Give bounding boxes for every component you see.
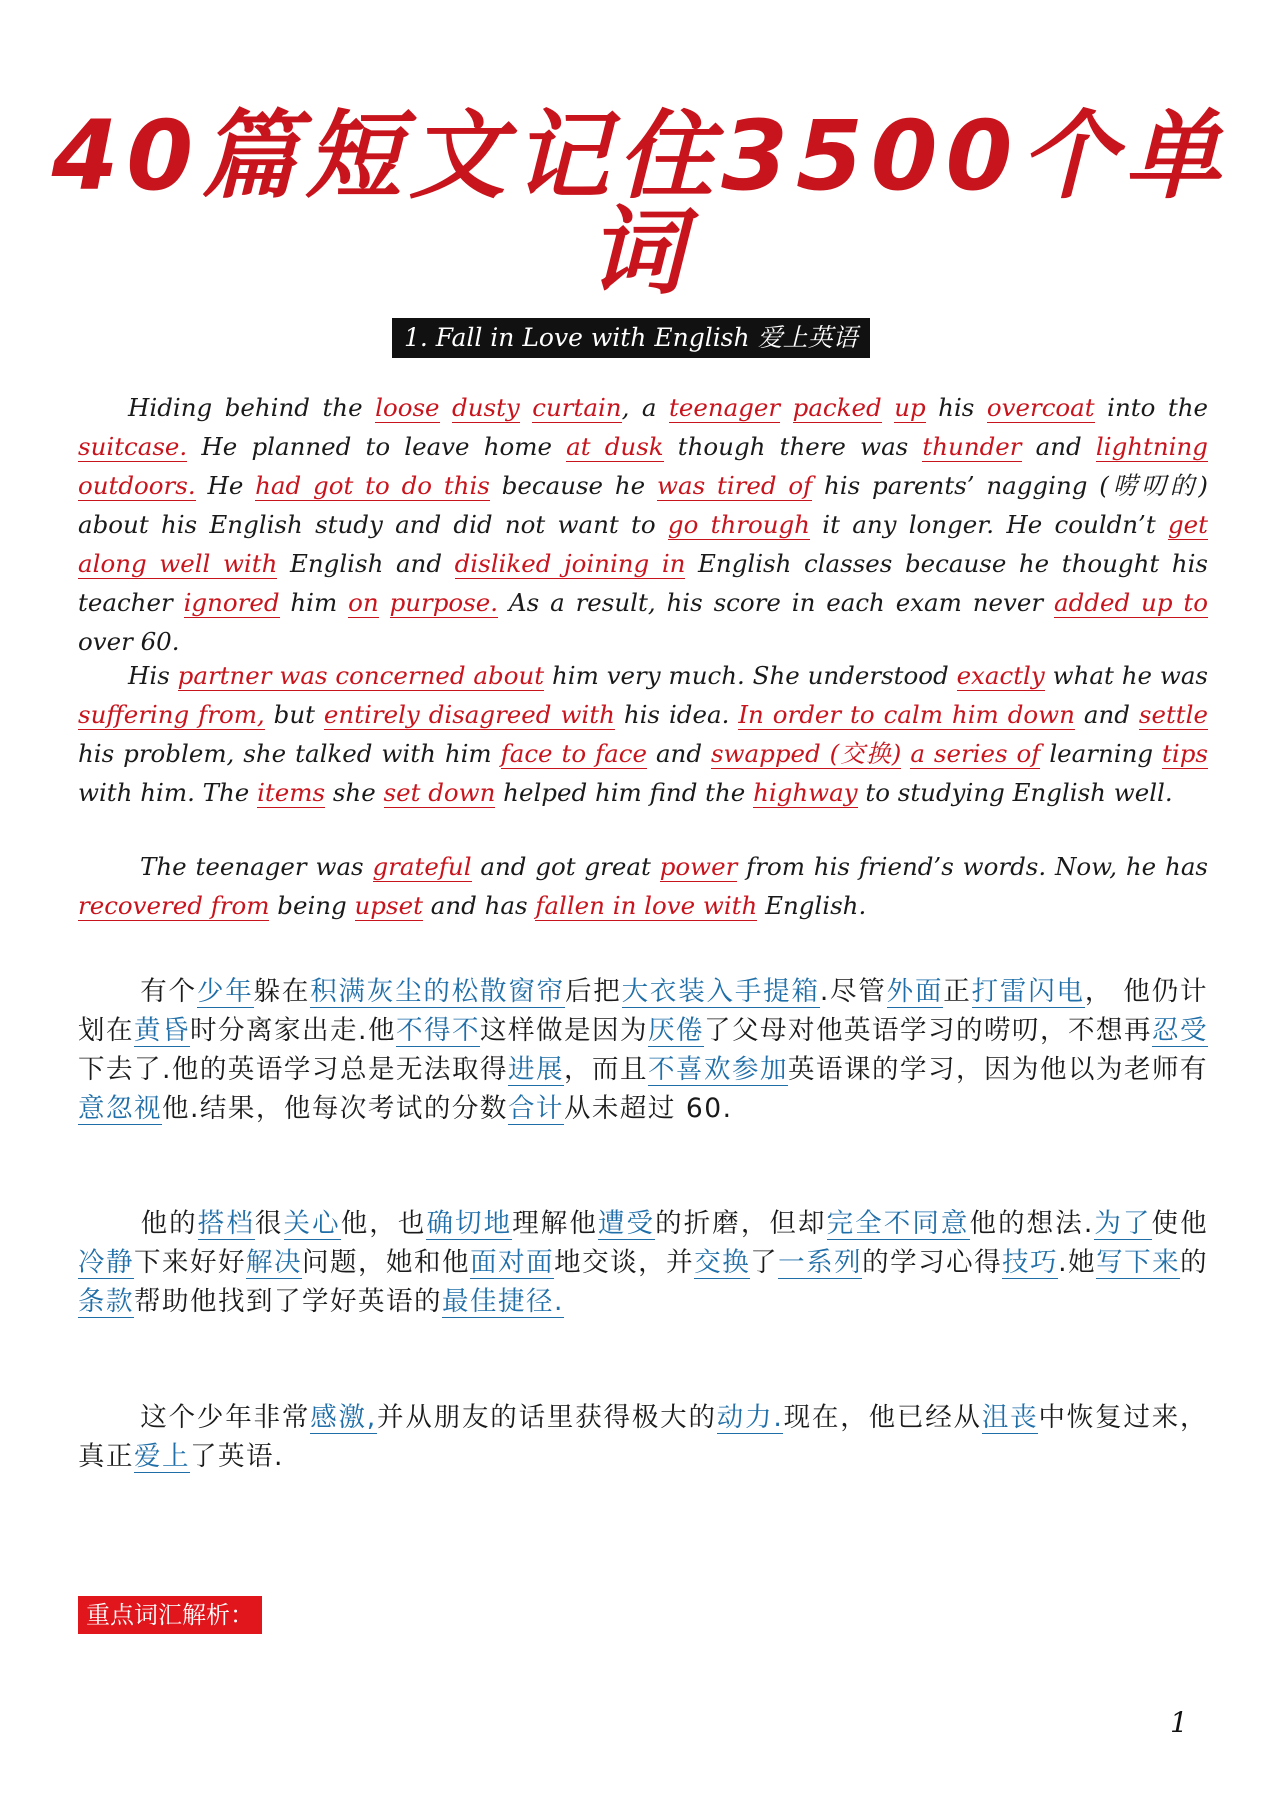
highlighted-vocab-term: get along well with: [78, 510, 1208, 578]
paragraph-text: helped him find the: [495, 778, 754, 807]
highlighted-translation-term: 写下来: [1096, 1247, 1181, 1278]
paragraph-text: 有个: [140, 976, 197, 1007]
vocab-heading: 重点词汇解析：: [78, 1596, 262, 1634]
paragraph-text: 这个少年非常: [140, 1402, 311, 1433]
highlighted-translation-term: 搭档: [197, 1208, 255, 1239]
highlighted-translation-term: 面对面: [470, 1247, 555, 1278]
page-number: 1: [1170, 1706, 1188, 1739]
highlighted-vocab-term: upset: [354, 891, 423, 920]
highlighted-translation-term: 感激,: [310, 1402, 377, 1433]
highlighted-vocab-term: exactly: [956, 661, 1045, 690]
highlighted-vocab-term: teenager: [669, 393, 781, 422]
paragraph-text: because he: [489, 471, 657, 500]
highlighted-translation-term: 爱上: [134, 1441, 190, 1472]
paragraph-text: .尽管: [819, 976, 887, 1007]
highlighted-translation-term: 完全不同意: [826, 1208, 970, 1239]
paragraph-text: English.: [757, 891, 867, 920]
paragraph-text: 了英语.: [190, 1441, 284, 1472]
highlighted-translation-term: 遭受: [597, 1208, 656, 1239]
highlighted-vocab-term: face to face: [500, 739, 647, 768]
paragraph-text: with him. The: [78, 778, 258, 807]
paragraph-text: 他.结果，他每次考试的分数: [162, 1093, 508, 1124]
paragraph-text: 的折磨，但却: [655, 1208, 827, 1239]
paragraph-text: 地交谈，并: [554, 1247, 695, 1278]
paragraph-text: 使他: [1151, 1208, 1209, 1239]
paragraph-text: 的: [1180, 1247, 1209, 1278]
highlighted-vocab-term: fallen in love with: [535, 891, 758, 920]
paragraph-text: 他，也: [340, 1208, 427, 1239]
highlighted-vocab-term: thunder: [922, 432, 1022, 461]
highlighted-vocab-term: swapped (交换): [710, 739, 902, 768]
paragraph-text: ， 他仍计划在: [78, 976, 1209, 1046]
paragraph-text: 他的: [140, 1208, 198, 1239]
highlighted-vocab-term: lightning: [1095, 432, 1208, 461]
paragraph-text: 这样做是因为: [479, 1015, 648, 1046]
paragraph-text: English classes because he thought his teacher: [78, 549, 1208, 617]
highlighted-vocab-term: ignored: [183, 588, 280, 617]
paragraph-text: it any longer. He couldn’t: [809, 510, 1168, 539]
highlighted-translation-term: 不喜欢参加: [647, 1054, 788, 1085]
highlighted-translation-term: 打雷闪电: [971, 976, 1085, 1007]
highlighted-vocab-term: had got to do this: [255, 471, 490, 500]
highlighted-translation-term: 意忽视: [78, 1093, 162, 1124]
paragraph-text: 很: [254, 1208, 284, 1239]
paragraph-text: she: [325, 778, 384, 807]
english-paragraph-1: [78, 388, 1208, 661]
paragraph-text: what he was: [1044, 661, 1209, 690]
highlighted-vocab-term: set down: [383, 778, 496, 807]
paragraph-text: The teenager was: [140, 852, 373, 881]
paragraph-text: learning: [1040, 739, 1163, 768]
highlighted-vocab-term: disliked joining in: [454, 549, 686, 578]
paragraph-text: 了: [750, 1247, 779, 1278]
highlighted-translation-term: 条款: [78, 1286, 134, 1317]
highlighted-translation-term: 进展: [507, 1054, 564, 1085]
paragraph-text: [780, 393, 793, 422]
chinese-paragraph-2: [78, 1204, 1208, 1321]
paragraph-text: though there was: [663, 432, 923, 461]
highlighted-vocab-term: up: [894, 393, 926, 422]
highlighted-translation-term: 最佳捷径.: [442, 1286, 564, 1317]
paragraph-text: 帮助他找到了学好英语的: [134, 1286, 442, 1317]
highlighted-vocab-term: packed: [792, 393, 882, 422]
paragraph-text: being: [269, 891, 355, 920]
highlighted-translation-term: 冷静: [78, 1247, 135, 1278]
paragraph-text: He: [195, 471, 256, 500]
section-heading: 1. Fall in Love with English 爱上英语: [392, 318, 870, 358]
highlighted-translation-term: 技巧: [1002, 1247, 1059, 1278]
paragraph-text: and: [646, 739, 711, 768]
highlighted-translation-term: 交换: [694, 1247, 751, 1278]
paragraph-text: 后把: [565, 976, 622, 1007]
page-title: 40篇短文记住3500个单词: [51, 100, 1229, 308]
paragraph-text: 的学习心得: [862, 1247, 1003, 1278]
paragraph-text: 他的想法.: [969, 1208, 1094, 1239]
paragraph-text: As a result, his score in each exam never: [498, 588, 1054, 617]
highlighted-vocab-term: was tired of: [657, 471, 813, 500]
paragraph-text: and has: [422, 891, 536, 920]
highlighted-vocab-term: overcoat: [986, 393, 1095, 422]
paragraph-text: .她: [1058, 1247, 1097, 1278]
paragraph-text: [882, 393, 895, 422]
highlighted-vocab-term: partner was concerned about: [177, 661, 545, 690]
paragraph-text: [440, 393, 453, 422]
highlighted-vocab-term: dusty: [452, 393, 520, 422]
highlighted-translation-term: 不得不: [395, 1015, 480, 1046]
highlighted-vocab-term: tips: [1162, 739, 1208, 768]
paragraph-text: him very much. She understood: [544, 661, 957, 690]
highlighted-vocab-term: added up to: [1054, 588, 1208, 617]
paragraph-text: His: [128, 661, 178, 690]
paragraph-text: into the: [1094, 393, 1208, 422]
paragraph-text: him: [279, 588, 349, 617]
paragraph-text: but: [264, 700, 324, 729]
paragraph-text: 理解他: [512, 1208, 598, 1239]
paragraph-text: 问题，她和他: [302, 1247, 471, 1278]
paragraph-text: his parents’ nagging (唠叨的) about his English study and did not want to: [78, 471, 1208, 539]
highlighted-vocab-term: curtain: [532, 393, 622, 422]
highlighted-vocab-term: grateful: [372, 852, 472, 881]
highlighted-vocab-term: In order to calm him down: [738, 700, 1075, 729]
paragraph-text: Hiding behind the: [128, 393, 376, 422]
highlighted-vocab-term: loose: [375, 393, 440, 422]
highlighted-vocab-term: entirely disagreed with: [323, 700, 615, 729]
highlighted-translation-term: 积满灰尘的松散窗帘: [310, 976, 565, 1007]
highlighted-translation-term: 少年: [196, 976, 254, 1007]
highlighted-vocab-term: highway: [753, 778, 858, 807]
highlighted-translation-term: 一系列: [778, 1247, 863, 1278]
highlighted-translation-term: 动力.: [716, 1402, 784, 1433]
paragraph-text: 正: [943, 976, 972, 1007]
highlighted-translation-term: 合计: [507, 1093, 564, 1124]
highlighted-translation-term: 外面: [886, 976, 944, 1007]
paragraph-text: to studying English well.: [857, 778, 1173, 807]
highlighted-vocab-term: a series of: [910, 739, 1041, 768]
paragraph-text: ，而且: [563, 1054, 648, 1085]
highlighted-vocab-term: suffering from,: [78, 700, 265, 729]
highlighted-translation-term: 解决: [246, 1247, 303, 1278]
paragraph-text: He planned to leave home: [187, 432, 567, 461]
paragraph-text: [901, 739, 910, 768]
highlighted-vocab-term: on: [348, 588, 379, 617]
highlighted-vocab-term: power: [659, 852, 738, 881]
paragraph-text: [520, 393, 533, 422]
paragraph-text: his: [925, 393, 987, 422]
highlighted-translation-term: 沮丧: [981, 1402, 1039, 1433]
highlighted-translation-term: 黄昏: [134, 1015, 191, 1046]
paragraph-text: 现在，他已经从: [783, 1402, 982, 1433]
paragraph-text: and: [1021, 432, 1096, 461]
highlighted-translation-term: 确切地: [426, 1208, 513, 1239]
paragraph-text: 下来好好: [134, 1247, 247, 1278]
highlighted-translation-term: 忍受: [1152, 1015, 1209, 1046]
paragraph-text: and: [1074, 700, 1139, 729]
paragraph-text: his problem, she talked with him: [78, 739, 501, 768]
paragraph-text: 下去了.他的英语学习总是无法取得: [78, 1054, 508, 1085]
highlighted-vocab-term: outdoors.: [78, 471, 196, 500]
paragraph-text: 从未超过 60.: [563, 1093, 733, 1124]
paragraph-text: 时分离家出走.他: [190, 1015, 396, 1046]
highlighted-vocab-term: at dusk: [566, 432, 664, 461]
paragraph-text: 并从朋友的话里获得极大的: [376, 1402, 717, 1433]
paragraph-text: English and: [277, 549, 455, 578]
paragraph-text: , a: [621, 393, 669, 422]
highlighted-vocab-term: items: [257, 778, 326, 807]
highlighted-translation-term: 为了: [1093, 1208, 1152, 1239]
paragraph-text: 英语课的学习，因为他以为老师有: [788, 1054, 1209, 1085]
highlighted-vocab-term: go through: [667, 510, 810, 539]
highlighted-translation-term: 关心: [283, 1208, 341, 1239]
highlighted-vocab-term: settle: [1138, 700, 1208, 729]
chinese-paragraph-1: [78, 972, 1208, 1128]
highlighted-translation-term: 厌倦: [648, 1015, 705, 1046]
highlighted-vocab-term: suitcase.: [78, 432, 188, 461]
chinese-paragraph-3: [78, 1398, 1208, 1476]
highlighted-vocab-term: recovered from: [78, 891, 270, 920]
english-paragraph-3: [78, 847, 1208, 925]
paragraph-text: [379, 588, 390, 617]
paragraph-text: 躲在: [253, 976, 311, 1007]
paragraph-text: 了父母对他英语学习的唠叨，不想再: [704, 1015, 1153, 1046]
highlighted-vocab-term: purpose.: [389, 588, 499, 617]
paragraph-text: over 60.: [78, 627, 180, 656]
paragraph-text: from his friend’s words. Now, he has: [737, 852, 1208, 881]
english-paragraph-2: [78, 656, 1208, 812]
paragraph-text: his idea.: [614, 700, 739, 729]
paragraph-text: 中恢复过来，真正: [78, 1402, 1209, 1472]
paragraph-text: and got great: [471, 852, 660, 881]
highlighted-translation-term: 大衣装入手提箱: [621, 976, 820, 1007]
